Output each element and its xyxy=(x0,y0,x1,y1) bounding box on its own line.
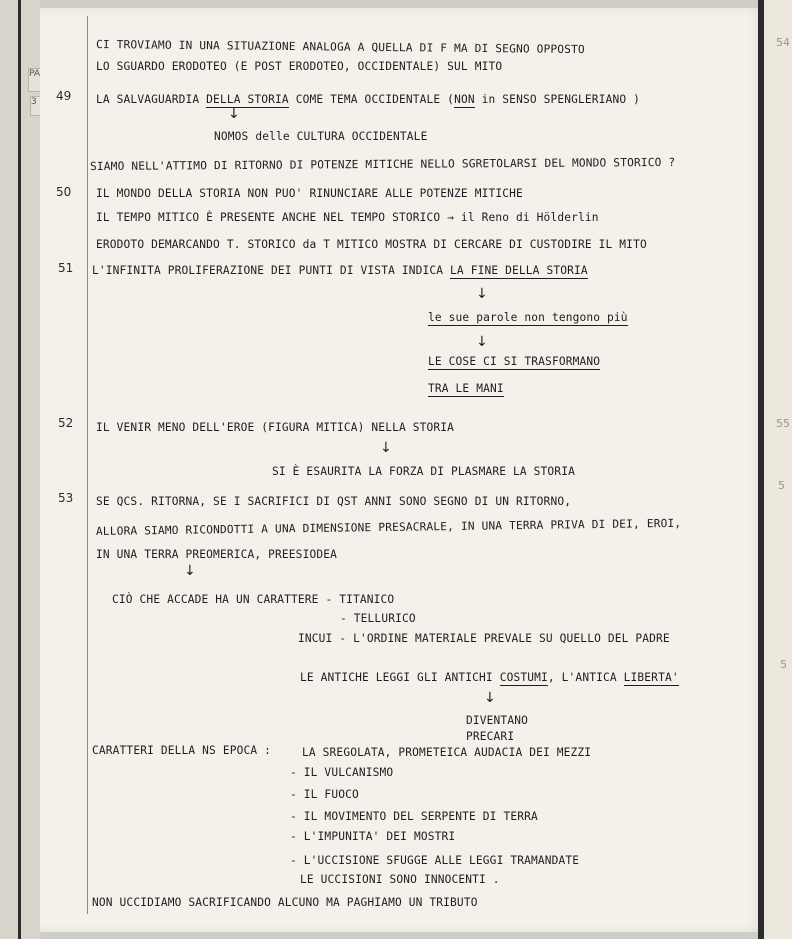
s49-underlined-storia: DELLA STORIA xyxy=(206,93,289,106)
s50-line-1: IL MONDO DELLA STORIA NON PUO' RINUNCIARE ALLE POTENZE MITICHE xyxy=(96,187,523,200)
s53-text-a: LE ANTICHE LEGGI GLI ANTICHI xyxy=(300,671,500,684)
s53-line-5: - TELLURICO xyxy=(340,612,416,625)
s53-line-7 xyxy=(300,671,679,684)
era-heading: CARATTERI DELLA NS EPOCA : xyxy=(92,744,272,757)
s51-line-3: LE COSE CI SI TRASFORMANO xyxy=(428,355,601,368)
s53-line-8: DIVENTANO xyxy=(466,714,528,727)
s51-line-2: le sue parole non tengono più xyxy=(428,311,628,324)
era-item: - L'IMPUNITA' DEI MOSTRI xyxy=(290,830,456,843)
down-arrow-icon: ↓ xyxy=(476,334,488,350)
section-number-50: 50 xyxy=(56,185,72,199)
era-item: LE UCCISIONI SONO INNOCENTI . xyxy=(300,873,500,886)
s51-line-1 xyxy=(92,264,588,277)
section-number-52: 52 xyxy=(58,416,74,430)
s51-underlined-fine-storia: LA FINE DELLA STORIA xyxy=(450,264,588,277)
s51-line-4: TRA LE MANI xyxy=(428,382,504,395)
era-item: - IL FUOCO xyxy=(290,788,359,801)
closing-line: NON UCCIDIAMO SACRIFICANDO ALCUNO MA PAGHIAMO UN TRIBUTO xyxy=(92,896,478,909)
right-page-number-4: 5 xyxy=(780,658,787,671)
right-page-number-2: 55 xyxy=(776,417,790,430)
down-arrow-icon: ↓ xyxy=(228,106,240,122)
down-arrow-icon: ↓ xyxy=(476,286,488,302)
s50-line-2: IL TEMPO MITICO È PRESENTE ANCHE NEL TEMPO STORICO → il Reno di Hölderlin xyxy=(96,211,599,224)
s49-text-a: LA SALVAGUARDIA xyxy=(96,93,207,106)
s52-line-2: SI È ESAURITA LA FORZA DI PLASMARE LA STORIA xyxy=(272,465,575,478)
s53-underlined-liberta: LIBERTA' xyxy=(623,671,679,684)
era-item: LA SREGOLATA, PROMETEICA AUDACIA DEI MEZZI xyxy=(302,746,592,759)
s49-line-2: NOMOS delle CULTURA OCCIDENTALE xyxy=(214,130,428,143)
s53-line-2: ALLORA SIAMO RICONDOTTI A UNA DIMENSIONE PRESACRALE, IN UNA TERRA PRIVA DI DEI, EROI, xyxy=(95,516,682,538)
s50-line-3: ERODOTO DEMARCANDO T. STORICO da T MITICO MOSTRA DI CERCARE DI CUSTODIRE IL MITO xyxy=(96,238,647,251)
s53-line-9: PRECARI xyxy=(466,730,515,743)
section-number-49: 49 xyxy=(56,89,72,103)
s53-line-3: IN UNA TERRA PREOMERICA, PREESIODEA xyxy=(96,548,337,561)
down-arrow-icon: ↓ xyxy=(184,563,196,579)
right-page-number-1: 54 xyxy=(776,36,790,49)
s53-line-4: CIÒ CHE ACCADE HA UN CARATTERE - TITANICO xyxy=(112,593,395,606)
s49-text-b: COME TEMA OCCIDENTALE ( xyxy=(288,93,455,106)
s53-text-b: , L'ANTICA xyxy=(547,671,624,684)
s51-text-a: L'INFINITA PROLIFERAZIONE DEI PUNTI DI VISTA INDICA xyxy=(92,264,451,277)
era-item: - IL MOVIMENTO DEL SERPENTE DI TERRA xyxy=(290,810,538,823)
s49-line-1 xyxy=(96,93,640,106)
era-item: - L'UCCISIONE SFUGGE ALLE LEGGI TRAMANDATE xyxy=(290,854,580,867)
down-arrow-icon: ↓ xyxy=(380,440,392,456)
left-tab-label: PA xyxy=(29,69,41,79)
section-number-51: 51 xyxy=(58,261,74,275)
era-item: - IL VULCANISMO xyxy=(290,766,394,779)
s49-text-c: in SENSO SPENGLERIANO ) xyxy=(474,93,641,106)
margin-line xyxy=(87,16,88,914)
s53-line-1: SE QCS. RITORNA, SE I SACRIFICI DI QST ANNI SONO SEGNO DI UN RITORNO, xyxy=(96,495,572,508)
binding-line xyxy=(18,0,21,939)
s53-line-6: INCUI - L'ORDINE MATERIALE PREVALE SU QUELLO DEL PADRE xyxy=(298,632,670,645)
intro-line-2: LO SGUARDO ERODOTEO (E POST ERODOTEO, OCCIDENTALE) SUL MITO xyxy=(96,60,503,73)
s52-line-1: IL VENIR MENO DELL'EROE (FIGURA MITICA) NELLA STORIA xyxy=(96,421,455,434)
down-arrow-icon: ↓ xyxy=(484,690,496,706)
section-number-53: 53 xyxy=(58,491,74,505)
left-tab-2-label: 3 xyxy=(31,97,37,107)
s49-line-3: SIAMO NELL'ATTIMO DI RITORNO DI POTENZE MITICHE NELLO SGRETOLARSI DEL MONDO STORICO ? xyxy=(89,155,676,173)
right-page-number-3: 5 xyxy=(778,479,785,492)
right-page-edge xyxy=(764,0,792,939)
s49-underlined-non: NON xyxy=(454,93,475,106)
s53-underlined-costumi: COSTUMI xyxy=(499,671,548,684)
intro-line-1: CI TROVIAMO IN UNA SITUAZIONE ANALOGA A QUELLA DI F MA DI SEGNO OPPOSTO xyxy=(95,38,585,57)
